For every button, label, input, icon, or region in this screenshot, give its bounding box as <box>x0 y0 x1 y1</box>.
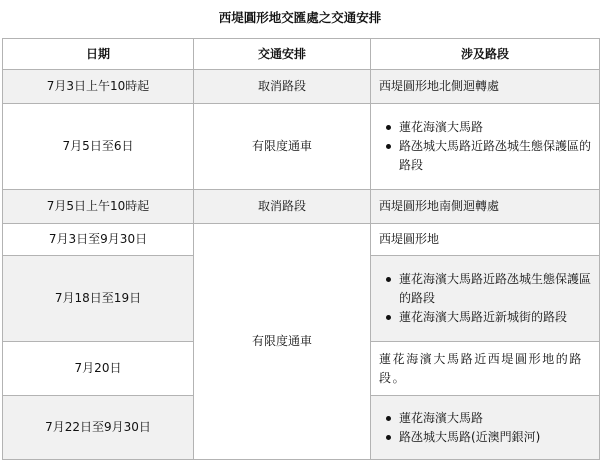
header-sections: 涉及路段 <box>371 39 600 70</box>
table-row <box>3 190 600 224</box>
sections-list <box>379 270 591 327</box>
sections-cell: 西堤圓形地南側迴轉處 <box>371 190 600 224</box>
list-item: 路氹城大馬路(近澳門銀河) <box>399 428 591 447</box>
list-item: 蓮花海濱大馬路 <box>399 409 591 428</box>
sections-cell <box>371 256 600 342</box>
sections-list <box>379 118 591 175</box>
table-row <box>3 224 600 256</box>
arrangement-cell: 取消路段 <box>194 70 371 104</box>
table-header-row <box>3 39 600 70</box>
list-item: 蓮花海濱大馬路近新城街的路段 <box>399 308 591 327</box>
sections-cell: 西堤圓形地 <box>371 224 600 256</box>
sections-cell: 西堤圓形地北側迴轉處 <box>371 70 600 104</box>
arrangement-cell: 有限度通車 <box>194 104 371 190</box>
date-cell: 7月18日至19日 <box>3 256 194 342</box>
list-item: 路氹城大馬路近路氹城生態保護區的路段 <box>399 137 591 175</box>
sections-cell <box>371 104 600 190</box>
date-cell: 7月3日至9月30日 <box>3 224 194 256</box>
header-date: 日期 <box>3 39 194 70</box>
date-cell: 7月20日 <box>3 342 194 396</box>
table-row <box>3 104 600 190</box>
list-item: 蓮花海濱大馬路 <box>399 118 591 137</box>
page-title: 西堤圓形地交匯處之交通安排 <box>218 10 382 25</box>
traffic-arrangement-table <box>2 38 600 460</box>
date-cell: 7月22日至9月30日 <box>3 396 194 460</box>
sections-list <box>379 409 591 447</box>
header-arrangement: 交通安排 <box>194 39 371 70</box>
arrangement-cell-merged: 有限度通車 <box>194 224 371 460</box>
date-cell: 7月5日上午10時起 <box>3 190 194 224</box>
arrangement-cell: 取消路段 <box>194 190 371 224</box>
table-row <box>3 70 600 104</box>
date-cell: 7月5日至6日 <box>3 104 194 190</box>
sections-cell <box>371 396 600 460</box>
sections-cell: 蓮花海濱大馬路近西堤圓形地的路段。 <box>371 342 600 396</box>
date-cell: 7月3日上午10時起 <box>3 70 194 104</box>
list-item: 蓮花海濱大馬路近路氹城生態保護區的路段 <box>399 270 591 308</box>
